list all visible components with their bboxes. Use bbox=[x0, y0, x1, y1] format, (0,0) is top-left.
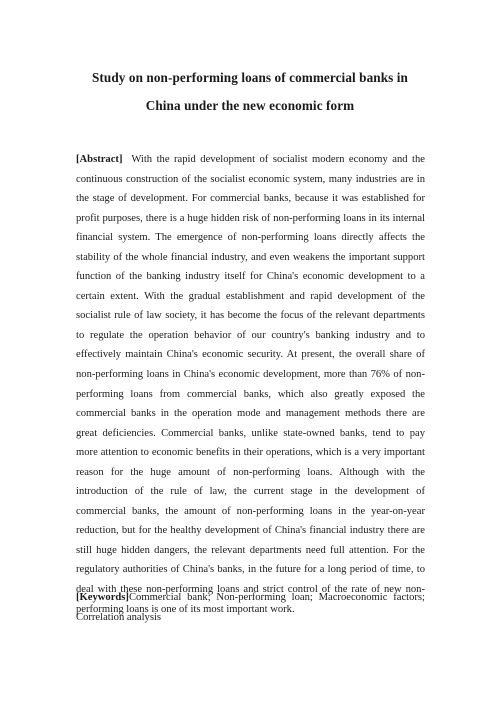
abstract-label: [Abstract] bbox=[76, 154, 123, 165]
paper-title-line-1: Study on non-performing loans of commercial banks in bbox=[92, 70, 408, 85]
abstract-paragraph bbox=[76, 150, 425, 619]
abstract-text: With the rapid development of socialist modern economy and the continuous construction of the socialist economic system, many industries are in the stage of development. For commercial banks, because it was established for profit purposes, there is a huge hidden risk of non-performing loans in its internal financial system. The emergence of non-performing loans directly affects the stability of the whole financial industry, and even weakens the important support function of the banking industry itself for China's economic development to a certain extent. With the gradual establishment and rapid development of the socialist rule of law society, it has become the focus of the relevant departments to regulate the operation behavior of our country's banking industry and to effectively maintain China's economic security. At present, the overall share of non-performing loans in China's economic development, more than 76% of non-performing loans from commercial banks, which also greatly exposed the commercial banks in the operation mode and management methods there are great deficiencies. Commercial banks, unlike state-owned banks, tend to pay more attention to economic benefits in their operations, which is a very important reason for the huge amount of non-performing loans. Although with the introduction of the rule of law, the current stage in the development of commercial banks, the amount of non-performing loans in the year-on-year reduction, but for the healthy development of China's financial industry there are still huge hidden dangers, the relevant departments need full attention. For the regulatory authorities of China's banks, in the future for a long period of time, to deal with these non-performing loans and strict control of the rate of new non-performing loans is one of its most important work. bbox=[76, 154, 426, 615]
keywords-text: Commercial bank; Non-performing loan; Macroeconomic factors; Correlation analysis bbox=[76, 592, 425, 623]
keywords-label: [Keywords] bbox=[76, 592, 129, 603]
keywords-paragraph bbox=[76, 588, 425, 627]
paper-title bbox=[60, 64, 440, 120]
paper-title-line-2: China under the new economic form bbox=[145, 98, 355, 113]
